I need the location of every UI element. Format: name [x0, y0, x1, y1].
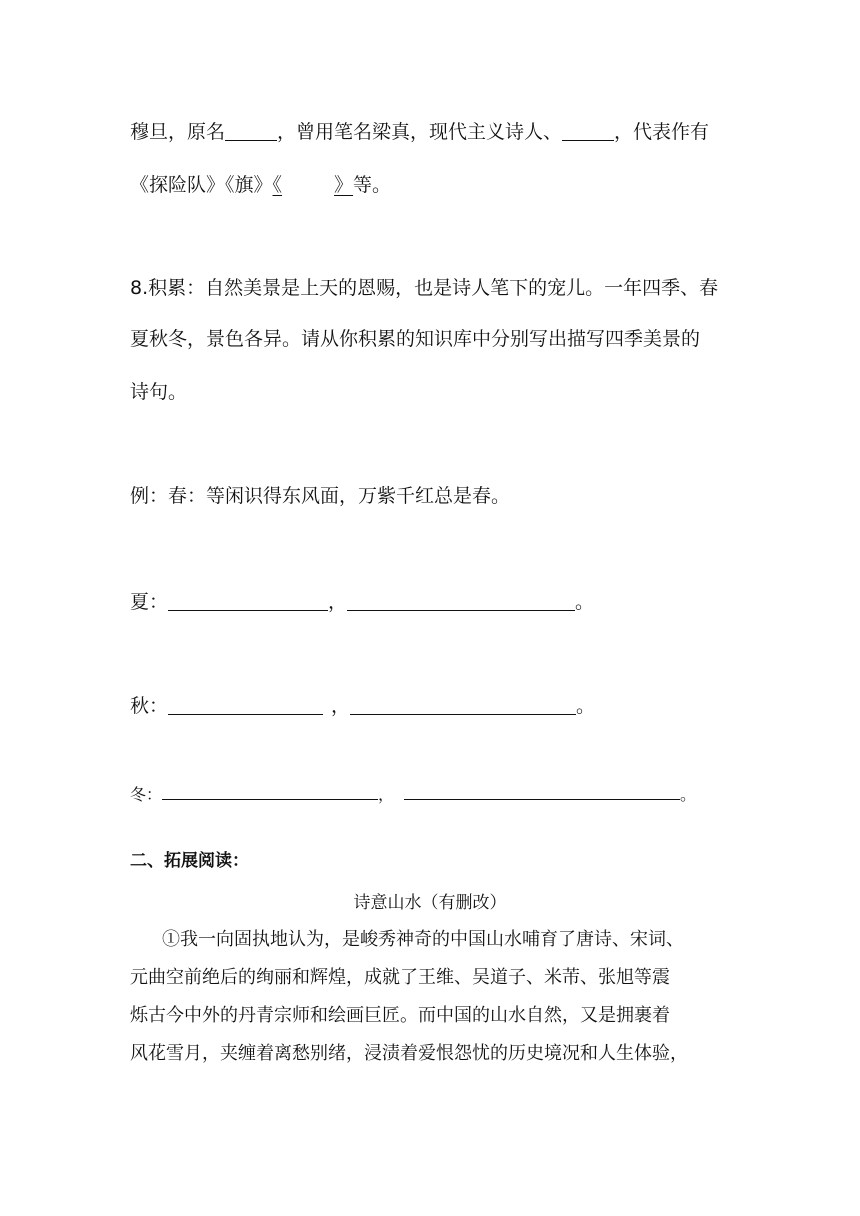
article-title: 诗意山水（有删改）: [353, 893, 507, 913]
q7-text-b: ，曾用笔名梁真，现代主义诗人、: [277, 121, 563, 143]
q7-text-a: 穆旦，原名: [130, 121, 226, 143]
q7-works: 《探险队》《旗》: [130, 174, 273, 196]
summer-label: 夏：: [130, 591, 169, 613]
autumn-label: 秋：: [130, 695, 169, 717]
q8-example: 例：春：等闲识得东风面，万紫千红总是春。: [130, 485, 511, 507]
q7-line-1: [130, 122, 709, 142]
q8-prompt-line-2: 夏秋冬，景色各异。请从你积累的知识库中分别写出描写四季美景的: [130, 328, 701, 350]
winter-end: 。: [680, 785, 697, 804]
summer-sep: ，: [328, 591, 348, 613]
q7-open-bracket: 《: [272, 174, 283, 196]
section-heading: 二、拓展阅读：: [130, 851, 249, 871]
paragraph-line-2: 元曲空前绝后的绚丽和辉煌，成就了王维、吴道子、米芾、张旭等震: [130, 967, 670, 988]
winter-blank-2[interactable]: [404, 785, 680, 800]
paragraph-line-1: ①我一向固执地认为，是峻秀神奇的中国山水哺育了唐诗、宋词、: [162, 929, 684, 950]
summer-end: 。: [575, 591, 595, 613]
q7-blank-work[interactable]: [273, 174, 354, 196]
winter-label: 冬：: [130, 785, 163, 804]
q7-blank-identity[interactable]: [562, 122, 614, 141]
q8-summer-row: [130, 592, 594, 612]
q7-line-2: [130, 176, 391, 195]
q7-text-c: ，代表作有: [614, 121, 710, 143]
autumn-sep: ，: [331, 695, 351, 717]
q8-prompt-line-3: 诗句。: [130, 381, 188, 403]
winter-blank-1[interactable]: [162, 785, 378, 800]
summer-blank-2[interactable]: [347, 592, 575, 611]
paragraph-line-3: 烁古今中外的丹青宗师和绘画巨匠。而中国的山水自然，又是拥裹着: [130, 1005, 670, 1026]
q7-blank-original-name[interactable]: [225, 122, 277, 141]
q8-autumn-row: [130, 696, 595, 716]
autumn-blank-2[interactable]: [350, 696, 576, 715]
summer-blank-1[interactable]: [168, 592, 328, 611]
q8-winter-row: [130, 785, 696, 803]
autumn-blank-1[interactable]: [168, 696, 323, 715]
q7-end: 等。: [353, 174, 392, 196]
q7-close-bracket: 》: [334, 174, 354, 196]
q8-prompt-line-1: 8.积累：自然美景是上天的恩赐，也是诗人笔下的宠儿。一年四季、春: [130, 277, 719, 299]
autumn-end: 。: [576, 695, 596, 717]
paragraph-line-4: 风花雪月，夹缠着离愁别绪，浸渍着爱恨怨忧的历史境况和人生体验，: [130, 1043, 688, 1064]
winter-sep: ，: [378, 785, 395, 804]
